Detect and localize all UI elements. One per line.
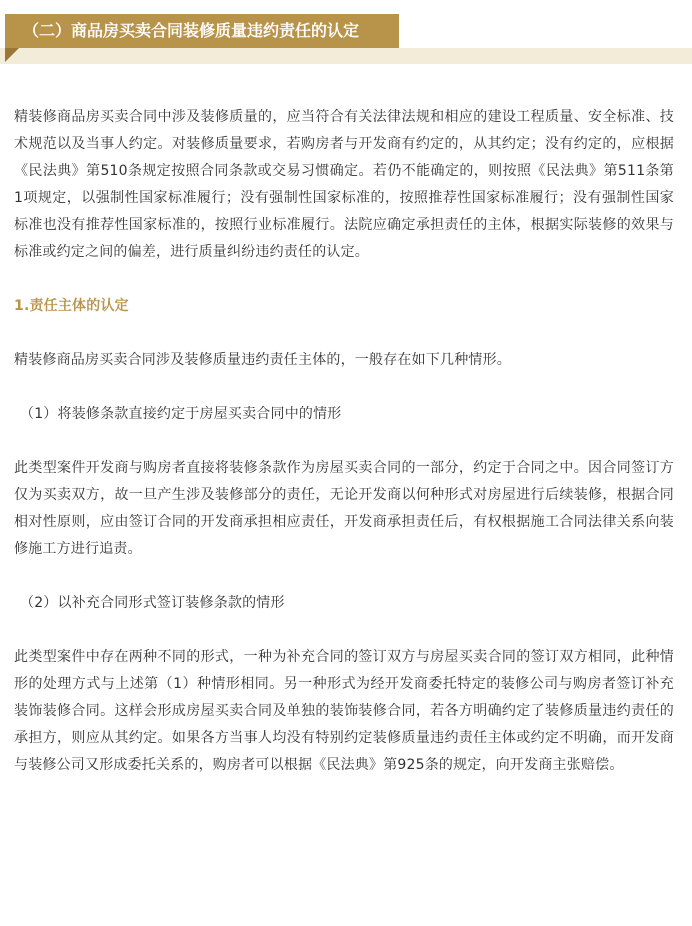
section-1-intro: 精装修商品房买卖合同涉及装修质量违约责任主体的，一般存在如下几种情形。 [14,352,511,368]
intro-paragraph: 精装修商品房买卖合同中涉及装修质量的，应当符合有关法律法规和相应的建设工程质量、安全标准、技术规范以及当事人约定。对装修质量要求，若购房者与开发商有约定的，从其约定；没有约定的，应根据《民法典》第510条规定按照合同条款或交易习惯确定。若仍不能确定的，则按照《民法典》第511条第1项规定，以强制性国家标准履行；没有强制性国家标准的，按照推荐性国家标准履行；没有强制性国家标准也没有推荐性国家标准的，按照行业标准履行。法院应确定承担责任的主体，根据实际装修的效果与标准或约定之间的偏差，进行质量纠纷违约责任的认定。 [14,109,674,260]
case-1-paragraph: 此类型案件开发商与购房者直接将装修条款作为房屋买卖合同的一部分，约定于合同之中。因合同签订方仅为买卖双方，故一旦产生涉及装修部分的责任，无论开发商以何种形式对房屋进行后续装修，根据合同相对性原则，应由签订合同的开发商承担相应责任，开发商承担责任后，有权根据施工合同法律关系向装修施工方进行追责。 [14,460,674,557]
case-1-heading: （1）将装修条款直接约定于房屋买卖合同中的情形 [20,406,342,422]
header-strip [0,48,692,64]
header-tab-fold [5,48,19,62]
section-1-heading: 1.责任主体的认定 [14,298,129,314]
case-2-paragraph: 此类型案件中存在两种不同的形式，一种为补充合同的签订双方与房屋买卖合同的签订双方相同，此种情形的处理方式与上述第（1）种情形相同。另一种形式为经开发商委托特定的装修公司与购房者签订补充装饰装修合同。这样会形成房屋买卖合同及单独的装饰装修合同，若各方明确约定了装修质量违约责任的承担方，则应从其约定。如果各方当事人均没有特别约定装修质量违约责任主体或约定不明确，而开发商与装修公司又形成委托关系的，购房者可以根据《民法典》第925条的规定，向开发商主张赔偿。 [14,649,674,773]
section-title: （二）商品房买卖合同装修质量违约责任的认定 [5,14,399,48]
section-header [0,0,692,62]
article-body [14,104,674,806]
case-2-heading: （2）以补充合同形式签订装修条款的情形 [20,595,285,611]
